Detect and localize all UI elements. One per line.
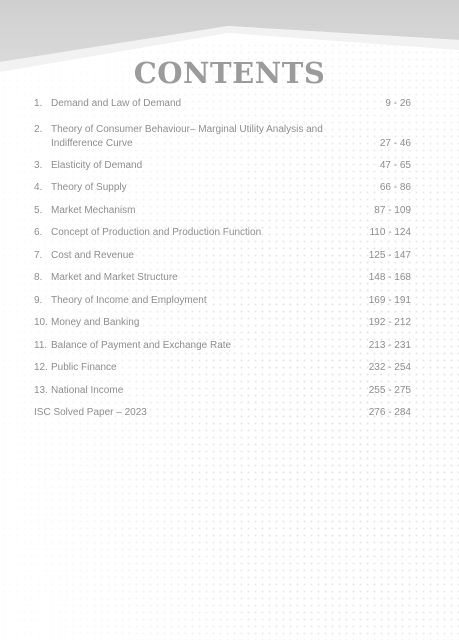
toc-entry-pages: 110 - 124 [369, 227, 411, 238]
toc-entry-pages: 192 - 212 [368, 317, 411, 328]
toc-entry-number: 8. [34, 272, 43, 283]
toc-entry-pages: 87 - 109 [374, 205, 411, 216]
toc-entry-pages: 213 - 231 [368, 340, 411, 351]
toc-entry-number: 13. [34, 385, 48, 396]
toc-entry-pages: 276 - 284 [368, 407, 411, 418]
toc-entry-pages: 66 - 86 [379, 182, 411, 193]
toc-entry-title: National Income [51, 385, 124, 396]
toc-entry-title: Theory of Supply [51, 182, 127, 193]
toc-entry-number: 5. [34, 205, 43, 216]
toc-entry-number: 1. [34, 98, 43, 109]
toc-entry-number: 6. [34, 227, 43, 238]
toc-entry-pages: 148 - 168 [368, 272, 411, 283]
toc-entry-title: Balance of Payment and Exchange Rate [51, 340, 232, 351]
toc-entry-title: Market Mechanism [51, 205, 136, 216]
toc-entry-pages: 255 - 275 [368, 385, 411, 396]
toc-entry-number: 12. [34, 362, 48, 373]
toc-entry-pages: 9 - 26 [385, 98, 411, 109]
toc-entry-pages: 27 - 46 [379, 138, 411, 149]
toc-entry-number: 9. [34, 295, 43, 306]
toc-entry-title: Cost and Revenue [51, 250, 134, 261]
toc-entry-number: 10. [34, 317, 48, 328]
toc-entry-number: 11. [34, 340, 48, 351]
toc-entry-pages: 169 - 191 [368, 295, 411, 306]
toc-entry-pages: 232 - 254 [368, 362, 411, 373]
toc-entry-title: Theory of Income and Employment [51, 295, 207, 306]
toc-entry-number: 3. [34, 160, 43, 171]
toc-entry-number: 7. [34, 250, 43, 261]
toc-entry-title: Theory of Consumer Behaviour– Marginal Utility Analysis and Indifference Curve [51, 124, 323, 149]
toc-entry-title: ISC Solved Paper – 2023 [34, 407, 147, 418]
toc-entry-title: Market and Market Structure [51, 272, 178, 283]
toc-entry-title: Public Finance [51, 362, 117, 373]
page-title: CONTENTS [133, 56, 326, 90]
toc-entry-number: 2. [34, 124, 43, 135]
toc-entry-pages: 47 - 65 [379, 160, 411, 171]
toc-entry-number: 4. [34, 182, 43, 193]
toc-entry-pages: 125 - 147 [368, 250, 411, 261]
toc-entry-title: Demand and Law of Demand [51, 98, 182, 109]
toc-entry-title: Elasticity of Demand [51, 160, 143, 171]
toc-entry-title: Money and Banking [51, 317, 140, 328]
toc-entry-title: Concept of Production and Production Function [51, 227, 262, 238]
